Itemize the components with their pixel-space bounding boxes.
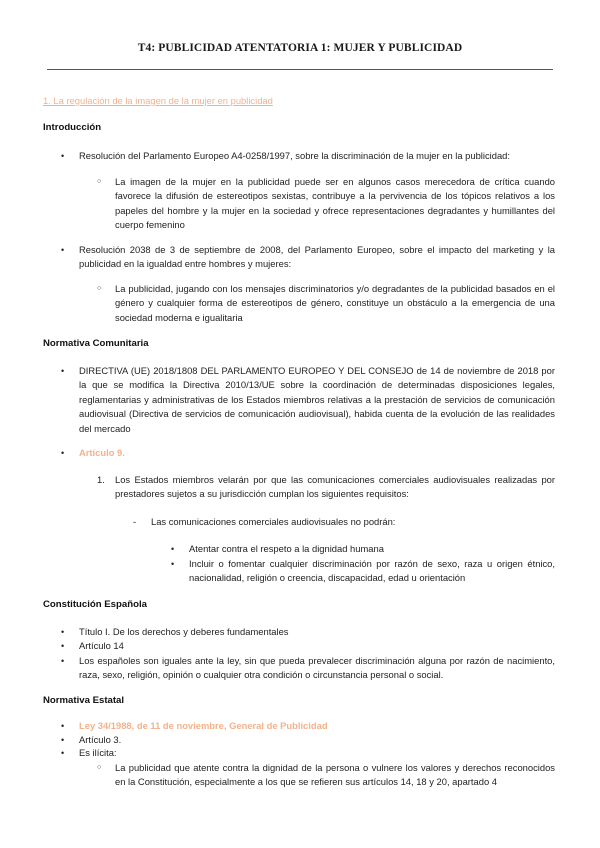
bullet-marker: • [61, 448, 65, 458]
estatal-item-3: Es ilícita: [79, 747, 117, 758]
circle-marker: ○ [97, 764, 102, 771]
dash-marker: - [133, 516, 137, 527]
constitucion-item-3: Los españoles son iguales ante la ley, sin que pueda prevalecer discriminación alguna por razón de nacimiento, raza, sexo, religión, opinión o cualquier otra condición o circunstancia personal o social. [79, 655, 555, 681]
bullet-marker: • [171, 544, 175, 554]
ley-34-1988-link[interactable]: Ley 34/1988, de 11 de noviembre, General de Publicidad [79, 720, 328, 731]
bullet-marker: • [61, 656, 65, 666]
comunitaria-sub-2: Incluir o fomentar cualquier discriminación por razón de sexo, raza u origen étnico, nacionalidad, religión o creencia, discapacidad, edad u orientación [189, 558, 555, 584]
articulo-9-link[interactable]: Artículo 9. [79, 447, 125, 458]
dash-item: Las comunicaciones comerciales audiovisuales no podrán: [151, 516, 396, 527]
circle-marker: ○ [97, 285, 102, 292]
intro-item-1: Resolución del Parlamento Europeo A4-0258/1997, sobre la discriminación de la mujer en la publicidad: [79, 150, 510, 161]
page-title: T4: PUBLICIDAD ATENTATORIA 1: MUJER Y PUBLICIDAD [137, 42, 463, 54]
comunitaria-sub-1: Atentar contra el respeto a la dignidad humana [189, 543, 384, 554]
constitucion-item-2: Artículo 14 [79, 640, 124, 651]
comunitaria-item-1: DIRECTIVA (UE) 2018/1808 DEL PARLAMENTO EUROPEO Y DEL CONSEJO de 14 de noviembre de 2018 por la que se modifica la Directiva 2010/13/UE sobre la coordinación de determinadas disposiciones legales, reglamentarias y administrativas de los Estados miembros relativas a la prestación de servicios de comunicación audiovisual (Directiva de servicios de comunicación audiovisual), habida cuenta de la evolución de las realidades del mercado [79, 365, 555, 434]
intro-item-2-sub: La publicidad, jugando con los mensajes discriminatorios y/o degradantes de la publicidad basados en el género y cualquier forma de estereotipos de género, constituye un obstáculo a la emergencia de una sociedad moderna e igualitaria [115, 283, 555, 323]
title-divider [47, 69, 553, 70]
bullet-marker: • [61, 641, 65, 651]
bullet-marker: • [61, 151, 65, 161]
estatal-item-2: Artículo 3. [79, 734, 122, 745]
bullet-marker: • [61, 735, 65, 745]
heading-introduccion: Introducción [43, 122, 102, 133]
heading-normativa-estatal: Normativa Estatal [43, 695, 125, 706]
circle-marker: ○ [97, 178, 102, 185]
section-link-heading[interactable]: 1. La regulación de la imagen de la mujer en publicidad [43, 95, 273, 106]
heading-normativa-comunitaria: Normativa Comunitaria [43, 338, 149, 349]
heading-constitucion: Constitución Española [43, 599, 147, 610]
bullet-marker: • [61, 627, 65, 637]
intro-item-1-sub: La imagen de la mujer en la publicidad puede ser en algunos casos merecedora de crítica cuando favorece la difusión de estereotipos sexistas, contribuye a la pervivencia de los tópicos relativos a los papeles del hombre y la mujer en la sociedad y ofrece representaciones degradantes y humillantes del cuerpo femenino [115, 176, 555, 231]
bullet-marker: • [61, 245, 65, 255]
bullet-marker: • [61, 748, 65, 758]
intro-item-2: Resolución 2038 de 3 de septiembre de 2008, del Parlamento Europeo, sobre el impacto del marketing y la publicidad en la igualdad entre hombres y mujeres: [79, 244, 555, 270]
bullet-marker: • [61, 366, 65, 376]
numbered-marker: 1. [97, 474, 105, 485]
estatal-item-3-sub: La publicidad que atente contra la dignidad de la persona o vulnere los valores y derechos reconocidos en la Constitución, especialmente a los que se refieren sus artículos 14, 18 y 20, apartado 4 [115, 762, 555, 788]
articulo-9-point-1: Los Estados miembros velarán por que las comunicaciones comerciales audiovisuales realizadas por prestadores sujetos a su jurisdicción cumplan los siguientes requisitos: [115, 474, 555, 500]
bullet-marker: • [171, 559, 175, 569]
bullet-marker: • [61, 721, 65, 731]
constitucion-item-1: Título I. De los derechos y deberes fundamentales [79, 626, 289, 637]
